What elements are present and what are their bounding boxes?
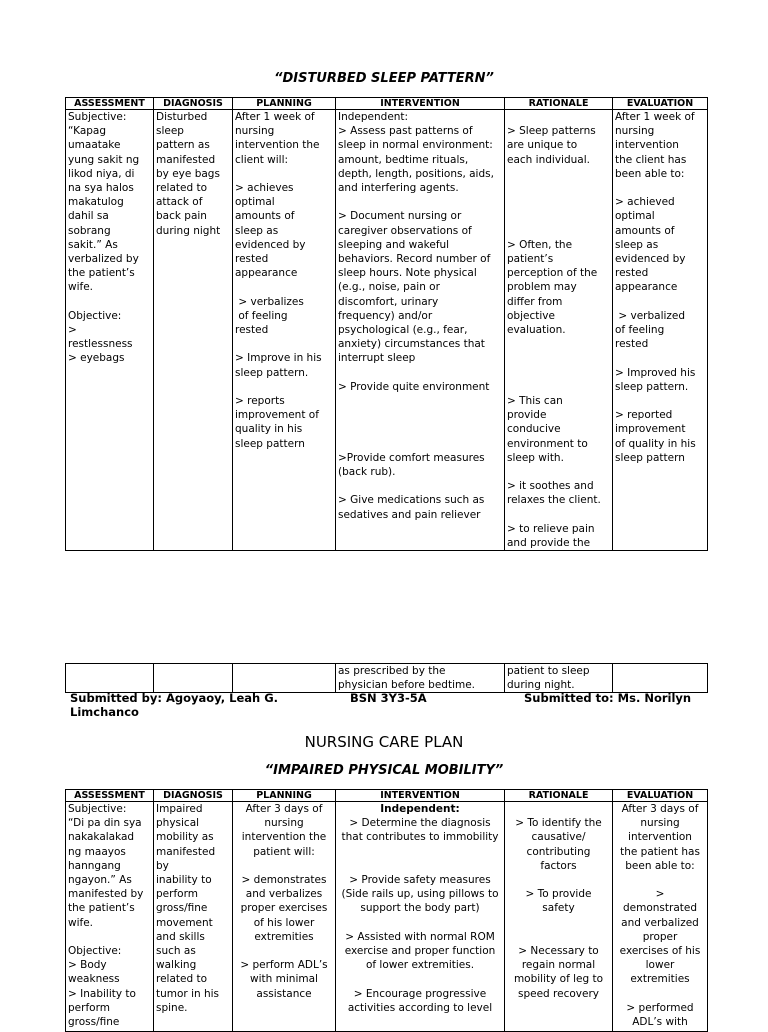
header-evaluation: EVALUATION [613,790,708,802]
care-plan-table-sleep-continued [65,663,708,693]
header-rationale: RATIONALE [505,98,613,110]
header-evaluation: EVALUATION [613,98,708,110]
header-intervention: INTERVENTION [336,98,505,110]
diagnosis-cell: Disturbed sleep pattern as manifested by eye bags related to attack of back pain during night [154,110,233,551]
planning-cell: After 1 week of nursing intervention the client will: > achieves optimal amounts of sleep as evidenced by rested appearance > verbalizes of feeling rested > Improve in his sleep pattern. > reports improvement of quality in his sleep pattern [233,110,336,551]
care-plan-table-sleep [65,97,708,551]
table-row [66,110,708,551]
planning-cell [233,664,336,693]
evaluation-cell [613,664,708,693]
header-planning: PLANNING [233,790,336,802]
assessment-cell [66,664,154,693]
header-rationale: RATIONALE [505,790,613,802]
intervention-text: > Determine the diagnosis that contributes to immobility > Provide safety measures (Side rails up, using pillows to support the body part) > Assisted with normal ROM exercise and proper function of lower extremities. > Encourage progressive activities according to level [341,817,499,1014]
assessment-cell: Subjective: “Kapag umaatake yung sakit ng likod niya, di na sya halos makatulog dahil sa sobrang sakit.” As verbalized by the patient’s wife. Objective: > restlessness > eyebags [66,110,154,551]
page-heading: NURSING CARE PLAN [304,733,464,751]
header-planning: PLANNING [233,98,336,110]
evaluation-cell: After 1 week of nursing intervention the client has been able to: > achieved optimal amounts of sleep as evidenced by rested appearance > verbalized of feeling rested > Improved his sleep pattern. > reported improvement of quality in his sleep pattern [613,110,708,551]
care-plan-title-mobility: “IMPAIRED PHYSICAL MOBILITY” [264,763,504,778]
care-plan-title-sleep: “DISTURBED SLEEP PATTERN” [274,71,494,86]
planning-cell: After 3 days of nursing intervention the patient will: > demonstrates and verbalizes proper exercises of his lower extremities > perform ADL’s with minimal assistance [233,802,336,1032]
header-diagnosis: DIAGNOSIS [154,790,233,802]
section-label: BSN 3Y3-5A [350,691,427,705]
care-plan-table-mobility [65,789,708,1032]
rationale-cell: > Sleep patterns are unique to each individual. > Often, the patient’s perception of the problem may differ from objective evaluation. > This can provide conducive environment to sleep with. > it soothes and relaxes the client. > to relieve pain and provide the [505,110,613,551]
submitted-by: Submitted by: Agoyaoy, Leah G. Limchanco [70,691,279,719]
diagnosis-cell [154,664,233,693]
rationale-cell: patient to sleep during night. [505,664,613,693]
diagnosis-cell: Impaired physical mobility as manifested by inability to perform gross/fine movement and skills such as walking related to tumor in his spine. [154,802,233,1032]
intervention-cell [336,802,505,1032]
header-assessment: ASSESSMENT [66,98,154,110]
intervention-heading: Independent: [380,803,460,815]
submitted-to: Submitted to: Ms. Norilyn [524,691,692,705]
table-row [66,664,708,693]
table-row [66,802,708,1032]
rationale-cell: > To identify the causative/ contributing factors > To provide safety > Necessary to regain normal mobility of leg to speed recovery [505,802,613,1032]
header-diagnosis: DIAGNOSIS [154,98,233,110]
intervention-cell: as prescribed by the physician before bedtime. [336,664,505,693]
intervention-cell: Independent: > Assess past patterns of sleep in normal environment: amount, bedtime rituals, depth, length, positions, aids, and interfering agents. > Document nursing or caregiver observations of sleeping and wakeful behaviors. Record number of sleep hours. Note physical (e.g., noise, pain or discomfort, urinary frequency) and/or psychological (e.g., fear, anxiety) circumstances that interrupt sleep > Provide quite environment >Provide comfort measures (back rub). > Give medications such as sedatives and pain reliever [336,110,505,551]
evaluation-cell: After 3 days of nursing intervention the patient has been able to: > demonstrated and verbalized proper exercises of his lower extremities > performed ADL’s with [613,802,708,1032]
assessment-cell: Subjective: “Di pa din sya nakakalakad ng maayos hanngang ngayon.” As manifested by the patient’s wife. Objective: > Body weakness > Inability to perform gross/fine [66,802,154,1032]
header-assessment: ASSESSMENT [66,790,154,802]
header-intervention: INTERVENTION [336,790,505,802]
